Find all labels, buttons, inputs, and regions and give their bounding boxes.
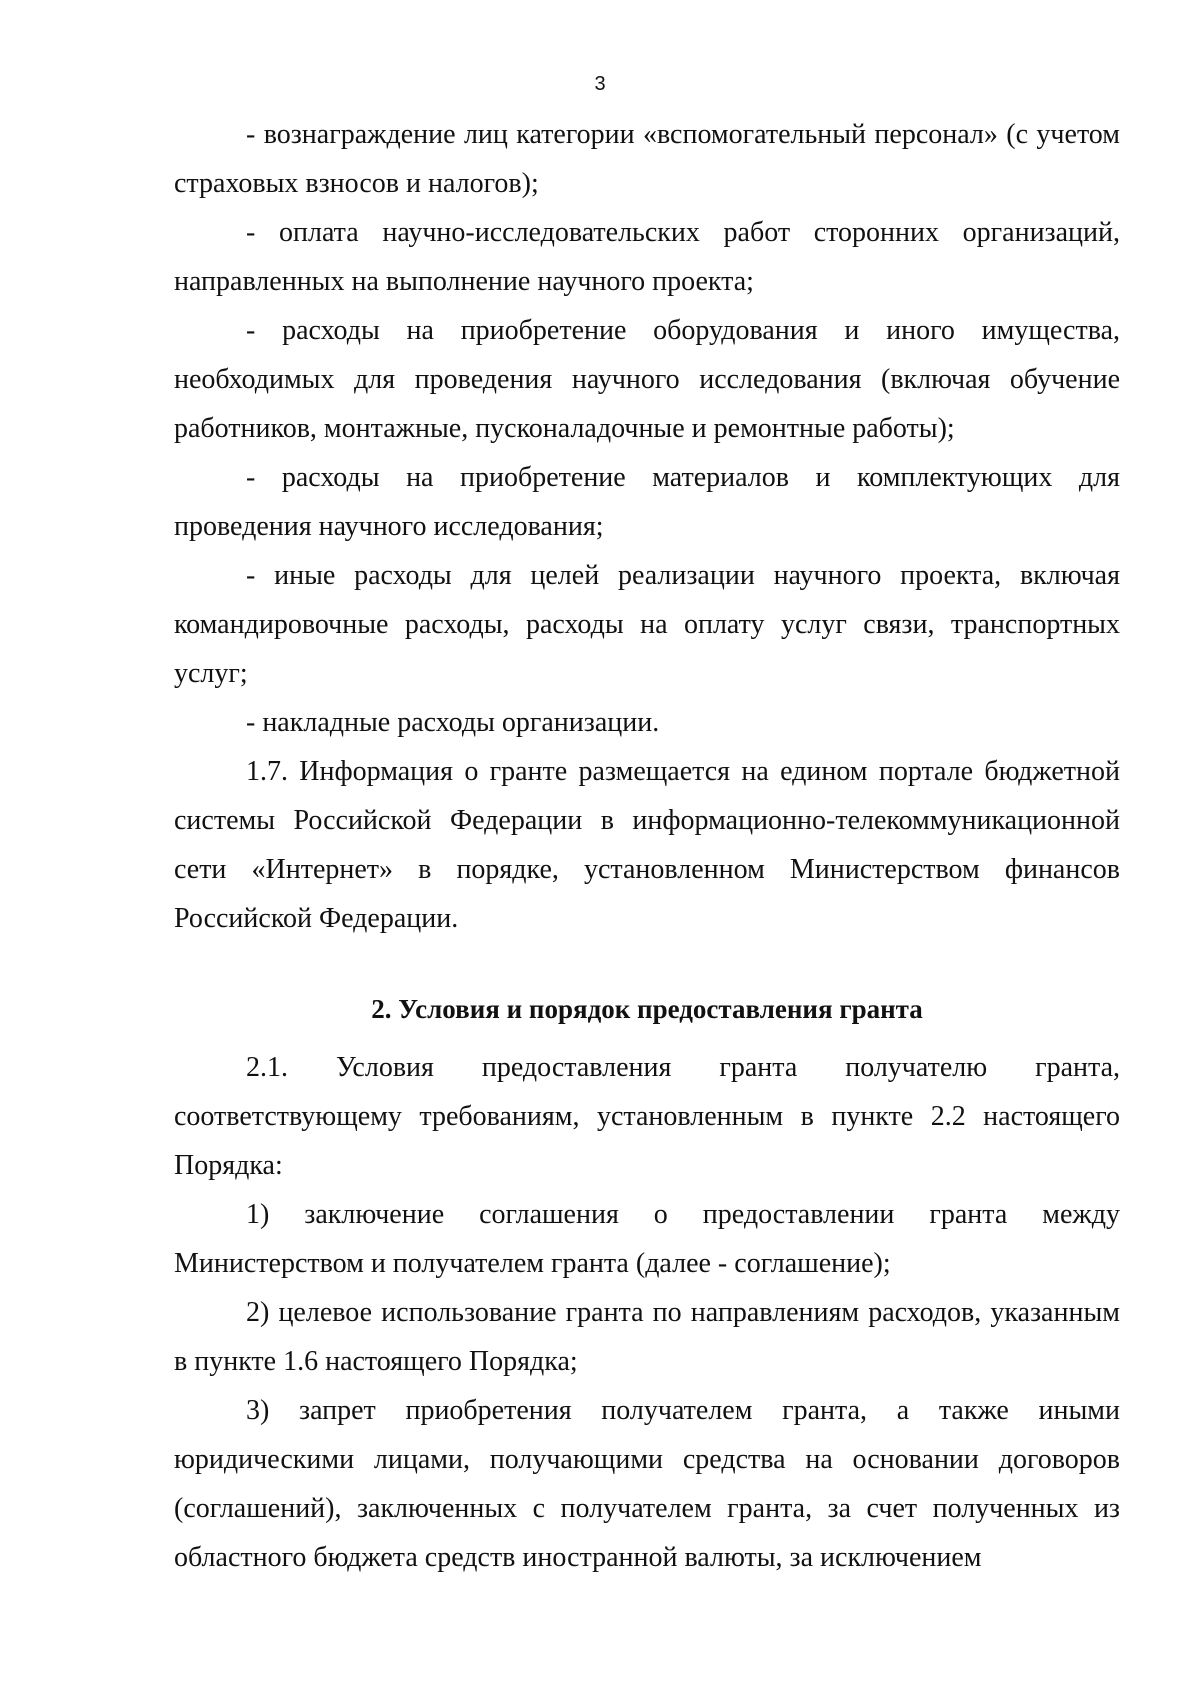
paragraph-overhead-expenses: - накладные расходы организации. <box>246 707 660 738</box>
paragraph-1-7-grant-info: 1.7. Информация о гранте размещается на едином портале бюджетной системы Российской Федерации в информационно-телекоммуникационной сети «Интернет» в порядке, установленном Министерством финансов Российской Федерации. <box>174 756 1120 934</box>
paragraph-materials-expenses: - расходы на приобретение материалов и комплектующих для проведения научного исследования; <box>174 462 1120 542</box>
paragraph-remuneration-support-staff: - вознаграждение лиц категории «вспомогательный персонал» (с учетом страховых взносов и налогов); <box>174 119 1120 199</box>
document-body <box>174 110 1120 1582</box>
paragraph-condition-3-currency-ban: 3) запрет приобретения получателем гранта, а также иными юридическими лицами, получающими средства на основании договоров (соглашений), заключенных с получателем гранта, за счет полученных из областного бюджета средств иностранной валюты, за исключением <box>174 1395 1120 1573</box>
paragraph-2-1-conditions: 2.1. Условия предоставления гранта получателю гранта, соответствующему требованиям, установленным в пункте 2.2 настоящего Порядка: <box>174 1052 1120 1181</box>
paragraph-research-work-payment: - оплата научно-исследовательских работ сторонних организаций, направленных на выполнение научного проекта; <box>174 217 1120 297</box>
section-heading: 2. Условия и порядок предоставления гранта <box>371 994 923 1024</box>
paragraph-condition-1-agreement: 1) заключение соглашения о предоставлении гранта между Министерством и получателем гранта (далее - соглашение); <box>174 1199 1120 1279</box>
page-number: 3 <box>594 73 606 95</box>
paragraph-equipment-expenses: - расходы на приобретение оборудования и иного имущества, необходимых для проведения научного исследования (включая обучение работников, монтажные, пусконаладочные и ремонтные работы); <box>174 315 1120 444</box>
paragraph-condition-2-target-use: 2) целевое использование гранта по направлениям расходов, указанным в пункте 1.6 настоящего Порядка; <box>174 1297 1120 1377</box>
paragraph-other-expenses: - иные расходы для целей реализации научного проекта, включая командировочные расходы, расходы на оплату услуг связи, транспортных услуг; <box>174 560 1120 689</box>
